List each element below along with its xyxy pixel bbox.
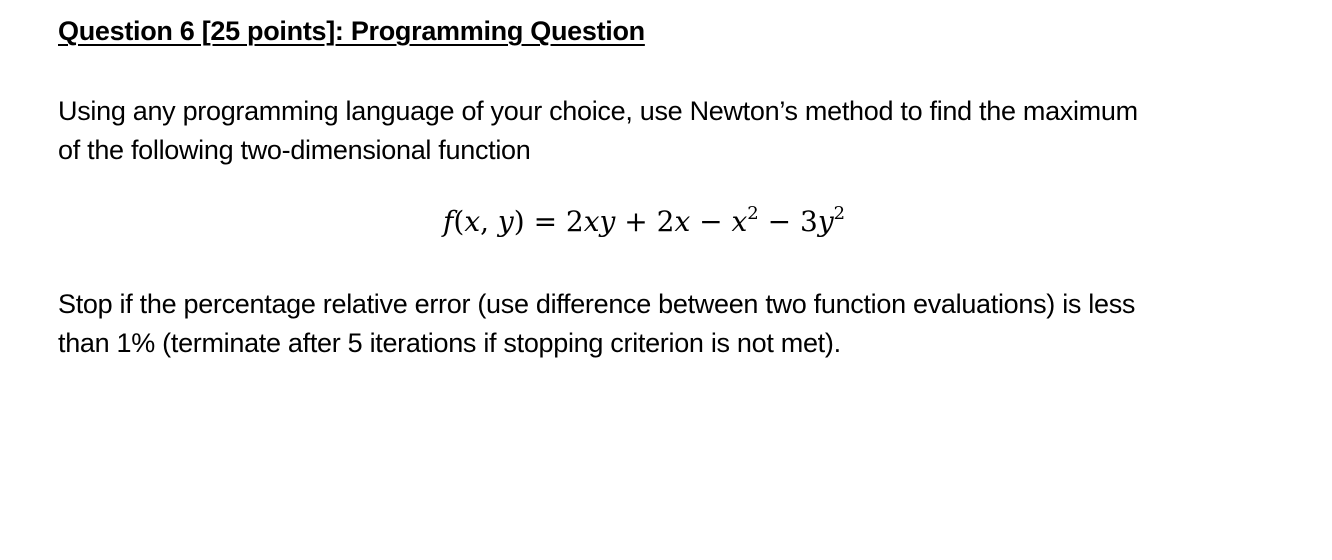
stopping-criterion	[58, 285, 1278, 363]
formula-rendered: f(x, $y) = 2xy + 2x - x^2 - 3y^2$	[443, 203, 846, 238]
stop-line-1: Stop if the percentage relative error (use difference between two function evaluations) is less	[58, 289, 1136, 319]
function-formula	[443, 205, 845, 238]
question-intro	[58, 92, 1278, 170]
document-page	[58, 0, 1298, 560]
intro-line-2: of the following two-dimensional function	[58, 135, 531, 165]
stop-line-2: than 1% (terminate after 5 iterations if stopping criterion is not met).	[58, 328, 841, 358]
question-title: Question 6 [25 points]: Programming Question	[58, 16, 645, 46]
intro-line-1: Using any programming language of your choice, use Newton’s method to find the maximum	[58, 96, 1138, 126]
